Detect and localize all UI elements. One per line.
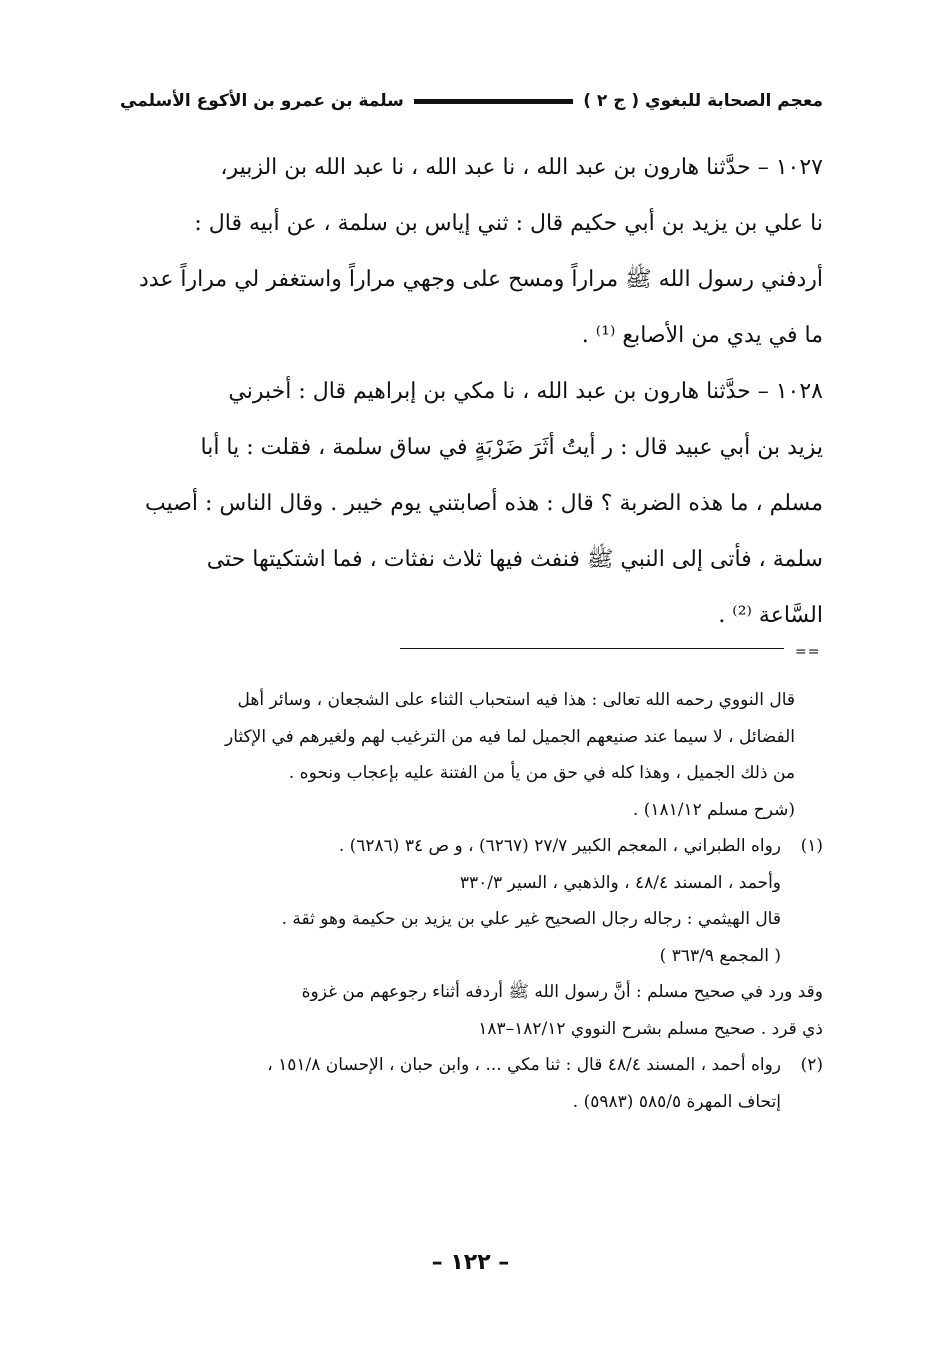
text-line: ما في يدي من الأصابع ⁽¹⁾ .	[581, 323, 823, 348]
footnote-line: الفضائل ، لا سيما عند صنيعهم الجميل لما فيه من الترغيب لهم ولغيرهم في الإكثار	[225, 726, 795, 747]
footnote-line: قال الهيثمي : رجاله رجال الصحيح غير علي بن يزيد بن حكيمة وهو ثقة .	[281, 909, 781, 929]
text-line: أردفني رسول الله ﷺ مراراً ومسح على وجهي مراراً واستغفر لي مراراً عدد	[138, 267, 823, 292]
footnote-line: ( المجمع ٣٦٣/٩ )	[659, 945, 781, 966]
text-line: ١٠٢٨ – حدَّثنا هارون بن عبد الله ، نا مكي بن إبراهيم قال : أخبرني	[228, 379, 823, 404]
continuation-mark: ==	[795, 644, 821, 660]
text-line: سلمة ، فأتى إلى النبي ﷺ فنفث فيها ثلاث نفثات ، فما اشتكيتها حتى	[206, 547, 823, 572]
footnote-line: رواه أحمد ، المسند ٤٨/٤ قال : ثنا مكي ... ، وابن حبان ، الإحسان ١٥١/٨ ،	[267, 1055, 781, 1075]
main-text	[118, 140, 823, 644]
text-line: نا علي بن يزيد بن أبي حكيم قال : ثني إياس بن سلمة ، عن أبيه قال :	[194, 211, 823, 236]
footnote-number: (١)	[800, 836, 823, 856]
footnotes	[108, 682, 823, 1120]
text-line: السَّاعة ⁽²⁾ .	[718, 603, 823, 628]
footnote-line: إتحاف المهرة ٥٨٥/٥ (٥٩٨٣) .	[572, 1091, 781, 1112]
footnote-separator	[400, 648, 784, 649]
page-number: – ١٢٢ –	[431, 1250, 510, 1275]
footnote-line: (شرح مسلم ١٨١/١٢) .	[632, 799, 795, 820]
footnote-1	[108, 828, 823, 974]
footnote-body	[108, 1047, 781, 1120]
hadith-1028	[118, 364, 823, 644]
text-line: مسلم ، ما هذه الضربة ؟ قال : هذه أصابتني يوم خيبر . وقال الناس : أصيب	[144, 491, 823, 516]
footnote-line: من ذلك الجميل ، وهذا كله في حق من يأ من الفتنة عليه بإعجاب ونحوه .	[288, 763, 795, 783]
footnote-line: وقد ورد في صحيح مسلم : أنَّ رسول الله ﷺ أردفه أثناء رجوعهم من غزوة	[301, 982, 823, 1002]
hadith-1027	[118, 140, 823, 364]
footnote-number: (٢)	[800, 1055, 823, 1075]
running-header	[120, 84, 823, 118]
footnote-continuation	[108, 682, 823, 828]
footnote-line: ذي قرد . صحيح مسلم بشرح النووي ١٨٢/١٢–١٨٣	[478, 1018, 823, 1039]
text-line: يزيد بن أبي عبيد قال : ر أيتُ أثَرَ ضَرْبَةٍ في ساق سلمة ، فقلت : يا أبا	[200, 435, 823, 460]
footnote-body	[108, 828, 781, 974]
footnote-2	[108, 1047, 823, 1120]
footnote-1-continued	[108, 974, 823, 1047]
footnote-line: قال النووي رحمه الله تعالى : هذا فيه استحباب الثناء على الشجعان ، وسائر أهل	[237, 690, 795, 710]
text-line: ١٠٢٧ – حدَّثنا هارون بن عبد الله ، نا عبد الله ، نا عبد الله بن الزبير،	[220, 155, 823, 180]
running-header-book-title: معجم الصحابة للبغوي ( ج ٢ )	[583, 91, 823, 111]
footnote-line: رواه الطبراني ، المعجم الكبير ٢٧/٧ (٦٢٦٧) ، و ص ٣٤ (٦٢٨٦) .	[338, 836, 781, 856]
running-header-chapter-title: سلمة بن عمرو بن الأكوع الأسلمي	[120, 91, 404, 111]
footnote-line: وأحمد ، المسند ٤٨/٤ ، والذهبي ، السير ٣٣٠/٣	[459, 872, 781, 893]
running-header-rule	[414, 99, 573, 104]
